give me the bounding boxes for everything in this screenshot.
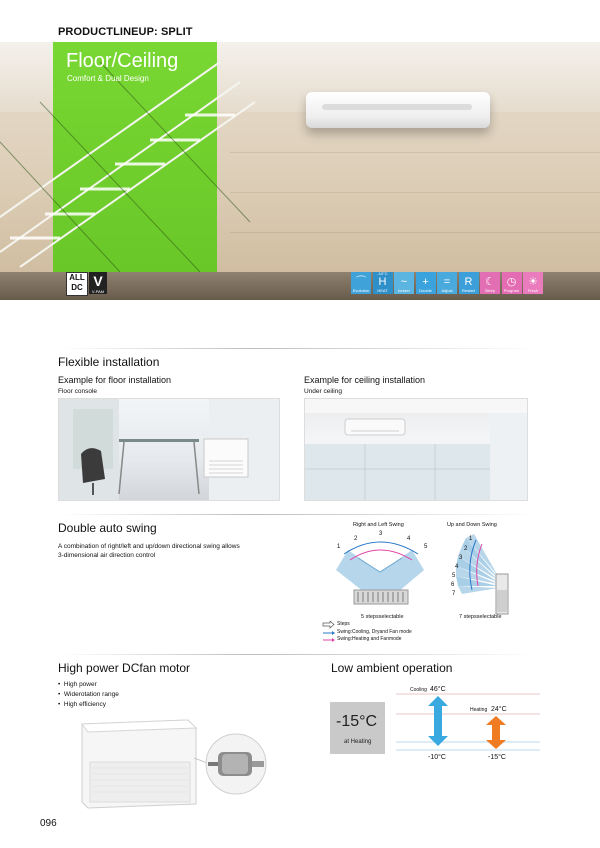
right-left-swing-diagram xyxy=(328,530,433,612)
swing-legend-icons xyxy=(322,621,336,643)
page-number: 096 xyxy=(40,818,57,829)
up-down-swing-diagram xyxy=(446,530,516,616)
evolution-icon: ⌒ Evolution xyxy=(351,272,371,294)
flexible-installation-title: Flexible installation xyxy=(58,355,160,369)
heating-max-temp: 24°C xyxy=(491,706,507,713)
ionizer-label: Ionizer xyxy=(397,288,410,293)
list-item: • High power xyxy=(58,681,97,688)
list-item: • High efficiency xyxy=(58,701,107,708)
box-temperature-value: -15°C xyxy=(336,713,378,730)
heat-icon: -10°C H HEAT xyxy=(373,272,393,294)
right-left-swing-caption: Right and Left Swing xyxy=(353,522,404,528)
hero-title: Floor/Ceiling xyxy=(66,50,179,72)
swing-description-line1: A combination of right/left and up/down directional swing allows xyxy=(58,543,240,550)
cooling-max-temp: 46°C xyxy=(430,686,446,693)
restart-label: Restart xyxy=(462,288,475,293)
ceiling-ac-unit xyxy=(306,92,490,128)
fresh-label: Fresh xyxy=(527,288,539,293)
adjust-label: Adjust xyxy=(441,288,453,293)
restart-icon: R Restart xyxy=(459,272,479,294)
v-pam-logo: V V-PAM xyxy=(89,272,107,294)
low-ambient-operation-title: Low ambient operation xyxy=(331,661,453,675)
motor-bullet-list xyxy=(58,680,119,710)
adjust-icon: = Adjust xyxy=(437,272,457,294)
under-ceiling-label: Under ceiling xyxy=(304,388,342,395)
floor-console-label: Floor console xyxy=(58,388,98,395)
floor-installation-title: Example for floor installation xyxy=(58,375,172,385)
sleep-label: Sleep xyxy=(484,288,496,293)
floor-unit-with-motor-illustration xyxy=(78,718,278,810)
rl-steps-selectable: 5 stepsselectable xyxy=(361,614,404,620)
program-label: Program xyxy=(503,288,520,293)
program-icon: ◷ Program xyxy=(502,272,522,294)
legend-heating-swing: Swing:Heating and Fanmode xyxy=(337,636,402,642)
heating-label: Heating xyxy=(470,707,488,713)
legend-cooling-swing: Swing:Cooling, Dryand Fan mode xyxy=(337,629,412,635)
ac-vent xyxy=(322,104,472,110)
sleep-icon: ☾ Sleep xyxy=(480,272,500,294)
swing-description-line2: 3-dimensional air direction control xyxy=(58,552,156,559)
all-dc-logo: ALL DC xyxy=(66,272,88,296)
cooling-label: Cooling xyxy=(410,687,427,693)
double-label: Double xyxy=(419,288,432,293)
fresh-icon: ☀ Fresh xyxy=(523,272,543,294)
evolution-label: Evolution xyxy=(352,288,370,293)
list-item: • Widerotation range xyxy=(58,691,119,698)
dc-fan-motor-title: High power DCfan motor xyxy=(58,661,191,675)
ionizer-icon: ~ Ionizer xyxy=(394,272,414,294)
heat-label: HEAT xyxy=(377,288,388,293)
ud-steps-selectable: 7 stepsselectable xyxy=(459,614,502,620)
heating-min-temp: -15°C xyxy=(488,754,506,761)
double-auto-swing-title: Double auto swing xyxy=(58,521,157,535)
productline-heading: PRODUCTLINEUP: SPLIT xyxy=(58,26,193,38)
cooling-min-temp: -10°C xyxy=(428,754,446,761)
floor-installation-photo xyxy=(58,398,280,501)
box-temperature-label: at Heating xyxy=(344,739,372,745)
ceiling-installation-title: Example for ceiling installation xyxy=(304,375,426,385)
double-icon: + Double xyxy=(416,272,436,294)
ceiling-installation-photo xyxy=(304,398,528,501)
up-down-swing-caption: Up and Down Swing xyxy=(447,522,497,528)
legend-steps: Steps xyxy=(337,621,350,627)
ambient-range-diagram xyxy=(396,690,540,756)
hero-subtitle: Comfort & Dual Design xyxy=(67,74,149,83)
